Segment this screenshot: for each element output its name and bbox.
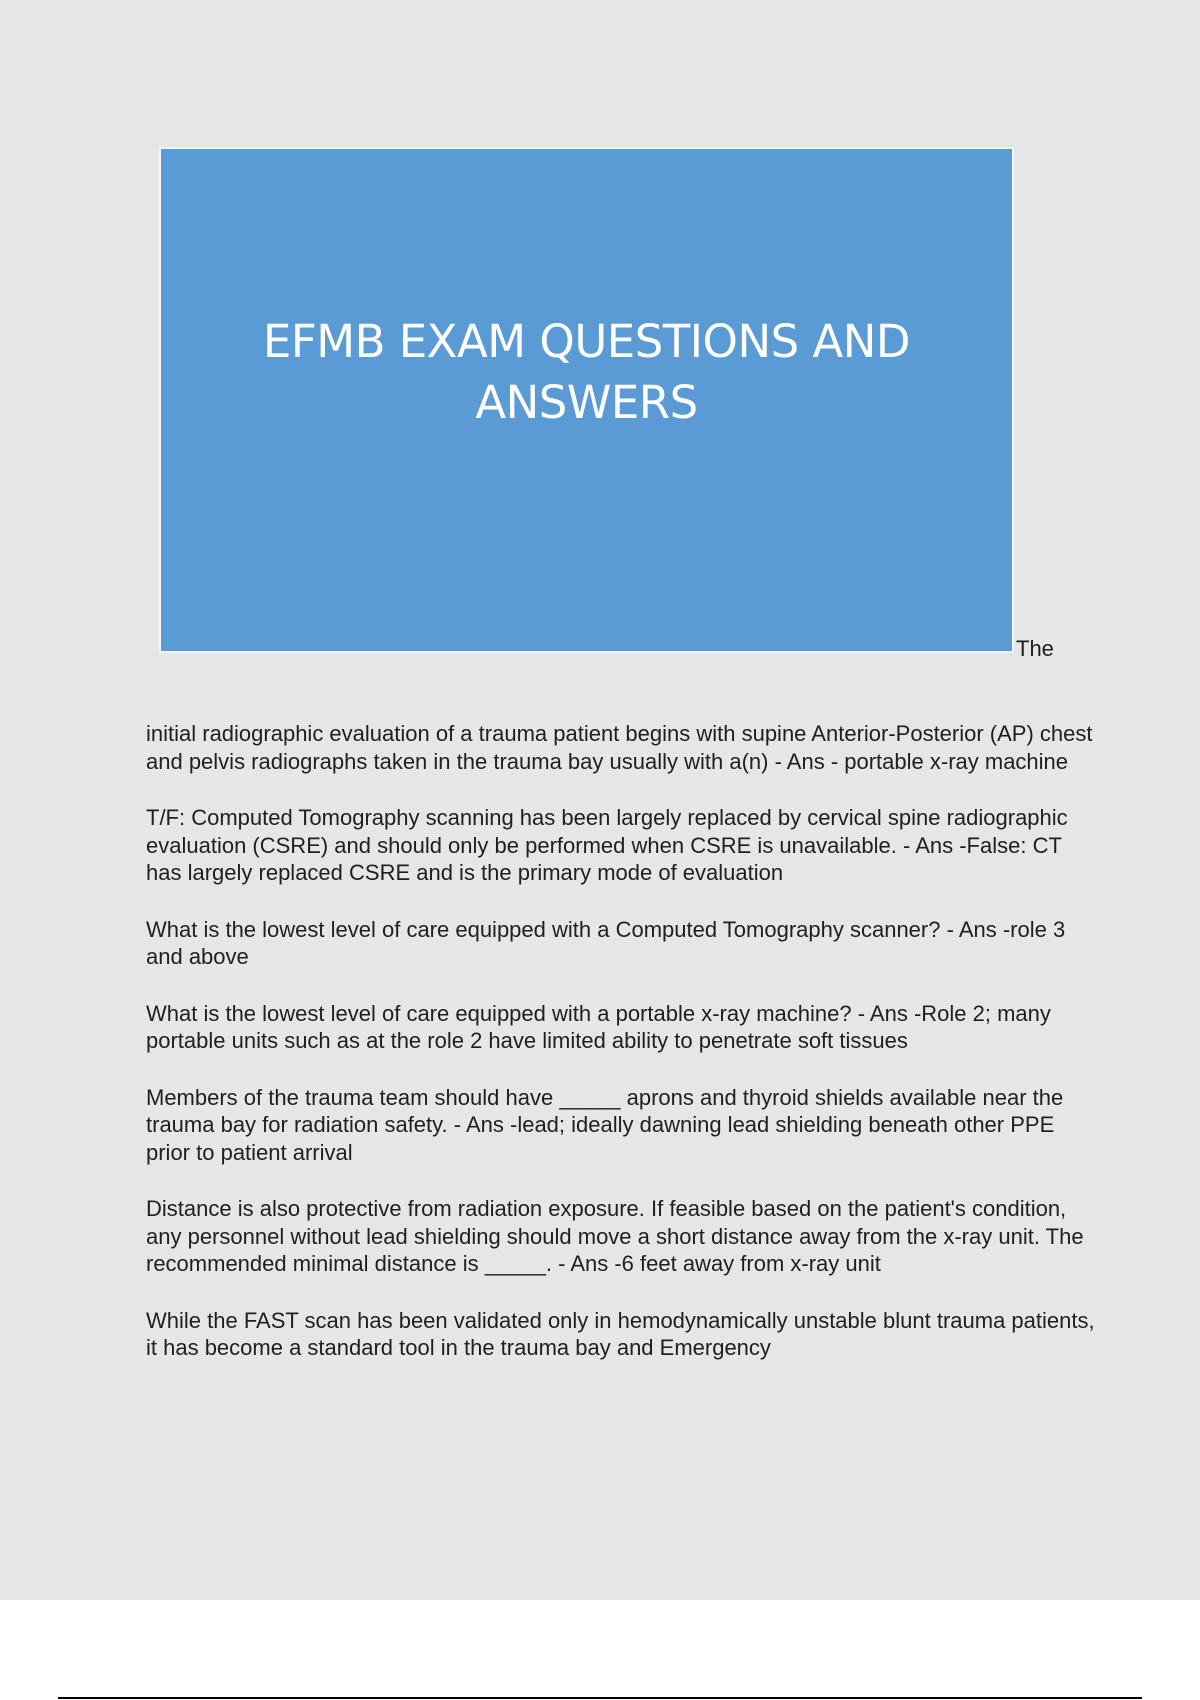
paragraph-6: Distance is also protective from radiation exposure. If feasible based on the patient's condition, any personnel without lead shielding should move a short distance away from the x-ray unit. The recommended minimal distance is _____. - Ans -6 feet away from x-ray unit (146, 1196, 1084, 1276)
paragraph-1: initial radiographic evaluation of a trauma patient begins with supine Anterior-Posterior (AP) chest and pelvis radiographs taken in the trauma bay usually with a(n) - Ans - portable x-ray machine (146, 721, 1093, 774)
footer-divider (58, 1697, 1142, 1699)
paragraph-7: While the FAST scan has been validated only in hemodynamically unstable blunt trauma patients, it has become a standard tool in the trauma bay and Emergency (146, 1307, 1095, 1360)
paragraph-5: Members of the trauma team should have _____ aprons and thyroid shields available near the trauma bay for radiation safety. - Ans -lead; ideally dawning lead shielding beneath other PPE prior to patient arrival (146, 1084, 1064, 1165)
document-body (146, 720, 1096, 1391)
paragraph-4: What is the lowest level of care equipped with a portable x-ray machine? - Ans -Role 2; many portable units such as at the role 2 have limited ability to penetrate soft tissues (146, 1000, 1051, 1053)
paragraph-2: T/F: Computed Tomography scanning has been largely replaced by cervical spine radiographic evaluation (CSRE) and should only be performed when CSRE is unavailable. - Ans -False: CT has largely replaced CSRE and is the primary mode of evaluation (146, 805, 1068, 885)
paragraph-3: What is the lowest level of care equipped with a Computed Tomography scanner? - Ans -role 3 and above (146, 916, 1066, 969)
title-banner (159, 147, 1014, 653)
banner-title: EFMB EXAM QUESTIONS AND ANSWERS (262, 315, 911, 429)
trailing-word: The (1016, 636, 1054, 661)
